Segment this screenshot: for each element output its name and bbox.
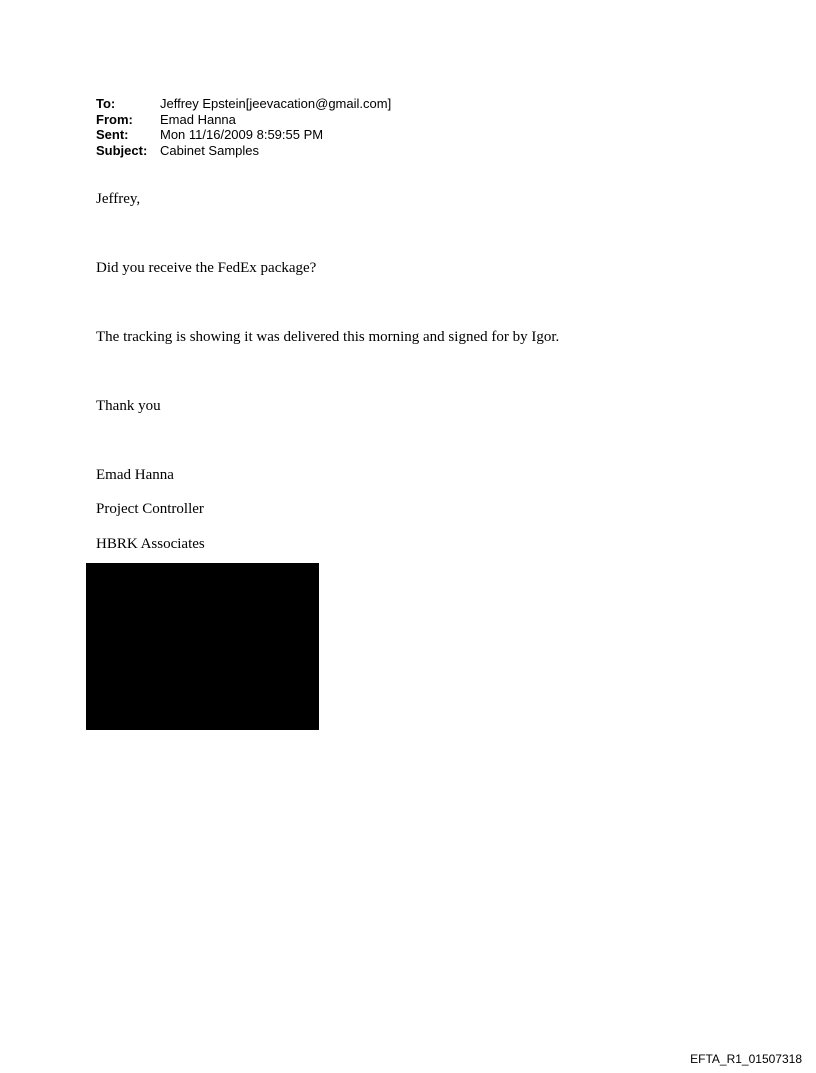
- to-row: [96, 96, 391, 112]
- sent-value: Mon 11/16/2009 8:59:55 PM: [160, 127, 324, 142]
- sent-label: Sent:: [96, 127, 129, 142]
- closing: Thank you: [96, 398, 161, 414]
- signature-name: Emad Hanna: [96, 467, 174, 483]
- signature-company: HBRK Associates: [96, 536, 205, 552]
- subject-row: [96, 143, 391, 159]
- from-value: Emad Hanna: [160, 111, 236, 127]
- body-line-question: Did you receive the FedEx package?: [96, 260, 317, 276]
- redaction-block: [86, 563, 319, 730]
- document-id: EFTA_R1_01507318: [690, 1052, 802, 1066]
- email-header: [96, 96, 391, 158]
- subject-value: Cabinet Samples: [160, 142, 259, 158]
- signature-title: Project Controller: [96, 501, 204, 517]
- body-line-tracking: The tracking is showing it was delivered this morning and signed for by Igor.: [96, 329, 560, 345]
- from-label: From:: [96, 111, 133, 127]
- from-row: [96, 112, 391, 128]
- to-value: Jeffrey Epstein[jeevacation@gmail.com]: [160, 96, 392, 111]
- subject-label: Subject:: [96, 142, 148, 158]
- greeting: Jeffrey,: [96, 191, 141, 207]
- to-label: To:: [96, 96, 116, 111]
- sent-row: [96, 127, 391, 143]
